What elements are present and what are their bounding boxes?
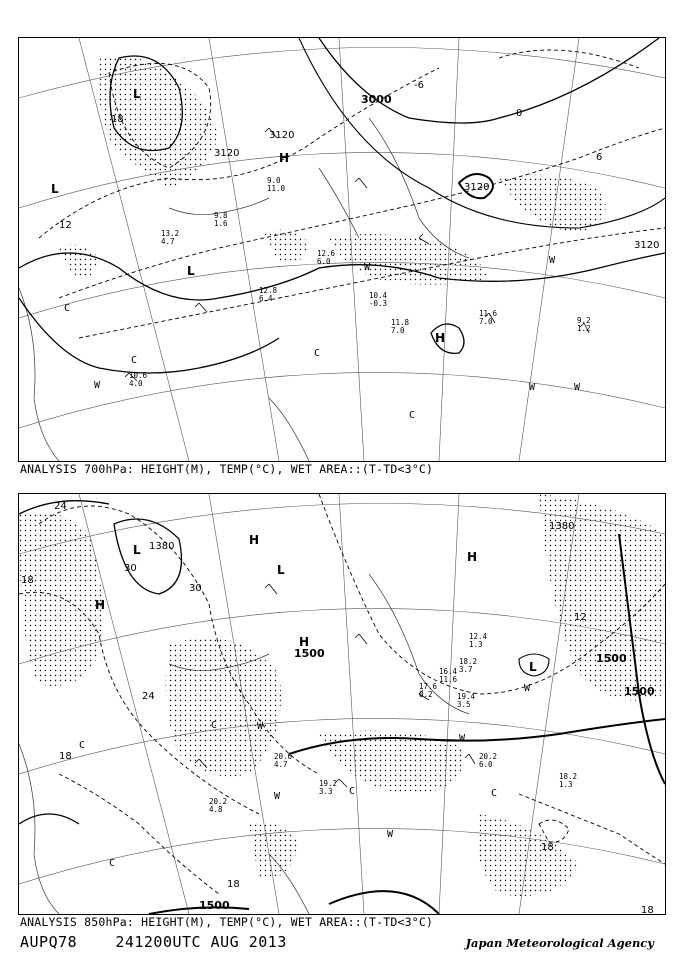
- map-panel-850hpa: [18, 493, 666, 915]
- svg-text:9.2: 9.2: [577, 316, 591, 325]
- low-pressure-center: L: [133, 543, 141, 557]
- height-label: 3000: [361, 93, 392, 106]
- isotherm-label: 18: [59, 751, 72, 762]
- cold-marker: C: [79, 740, 86, 751]
- isotherm-label: 18: [641, 905, 654, 914]
- station-plot: [469, 632, 488, 649]
- warm-marker: W: [574, 382, 581, 393]
- svg-text:11.0: 11.0: [267, 184, 286, 193]
- svg-text:20.2: 20.2: [209, 797, 228, 806]
- station-plot: [559, 772, 577, 789]
- svg-text:3.5: 3.5: [457, 700, 471, 709]
- svg-text:1.3: 1.3: [469, 640, 483, 649]
- caption-700hpa: ANALYSIS 700hPa: HEIGHT(M), TEMP(°C), WET AREA::(T-TD<3°C): [20, 462, 434, 476]
- station-plot: [209, 797, 227, 814]
- station-plot: [274, 752, 293, 769]
- station-plot: [267, 176, 286, 193]
- warm-marker: W: [364, 262, 371, 273]
- height-label: 1380: [549, 521, 575, 532]
- station-plot: [161, 229, 179, 246]
- svg-text:11.6: 11.6: [439, 675, 458, 684]
- svg-text:20.2: 20.2: [479, 752, 498, 761]
- high-pressure-center: H: [435, 331, 446, 345]
- station-plot: [577, 316, 591, 333]
- low-pressure-center: L: [187, 264, 195, 278]
- station-plots-700: [129, 176, 591, 388]
- height-label: 3120: [214, 148, 240, 159]
- issue-time: 241200UTC AUG 2013: [115, 933, 287, 951]
- svg-text:1.2: 1.2: [577, 324, 591, 333]
- svg-text:4.0: 4.0: [129, 379, 143, 388]
- station-plot: [457, 692, 476, 709]
- station-plot: [129, 371, 148, 388]
- cold-marker: C: [349, 786, 356, 797]
- high-pressure-center: H: [95, 598, 106, 612]
- map-700hpa-canvas: [19, 38, 665, 461]
- cold-marker: C: [491, 788, 498, 799]
- svg-text:18.2: 18.2: [559, 772, 578, 781]
- svg-text:0.2: 0.2: [419, 690, 433, 699]
- svg-text:6.0: 6.0: [317, 257, 331, 266]
- station-plot: [479, 309, 498, 326]
- low-pressure-center: L: [529, 660, 537, 674]
- station-plot: [369, 291, 388, 308]
- low-pressure-center: L: [277, 563, 285, 577]
- svg-text:3.3: 3.3: [319, 787, 333, 796]
- svg-text:4.8: 4.8: [209, 805, 223, 814]
- svg-text:18.2: 18.2: [459, 657, 478, 666]
- warm-marker: W: [274, 791, 281, 802]
- height-label: 3120: [464, 182, 490, 193]
- svg-text:9.0: 9.0: [267, 176, 281, 185]
- warm-marker: W: [387, 829, 394, 840]
- warm-marker: W: [529, 382, 536, 393]
- station-plot: [479, 752, 497, 769]
- high-pressure-center: H: [299, 635, 310, 649]
- cold-marker: C: [409, 410, 416, 421]
- svg-text:9.8: 9.8: [214, 211, 228, 220]
- isotherm-label: 30: [124, 563, 137, 574]
- cold-marker: C: [314, 348, 321, 359]
- svg-text:10.4: 10.4: [369, 291, 388, 300]
- station-plot: [319, 779, 337, 796]
- height-label: 1500: [199, 899, 230, 912]
- svg-text:11.6: 11.6: [479, 309, 498, 318]
- svg-text:6.4: 6.4: [259, 294, 273, 303]
- svg-text:13.2: 13.2: [161, 229, 180, 238]
- station-plot: [259, 286, 278, 303]
- isotherm-label: 24: [54, 501, 67, 512]
- svg-text:12.4: 12.4: [469, 632, 488, 641]
- station-plot: [459, 657, 477, 674]
- svg-text:6.0: 6.0: [479, 760, 493, 769]
- high-pressure-center: H: [249, 533, 260, 547]
- svg-text:7.0: 7.0: [479, 317, 493, 326]
- agency-credit: Japan Meteorological Agency: [465, 936, 654, 950]
- isotherm-label: 18: [541, 842, 554, 853]
- caption-850hpa: ANALYSIS 850hPa: HEIGHT(M), TEMP(°C), WET AREA::(T-TD<3°C): [20, 915, 434, 929]
- svg-text:1.6: 1.6: [214, 219, 228, 228]
- wet-area-850: [19, 494, 665, 896]
- svg-text:19.2: 19.2: [319, 779, 338, 788]
- isotherm-label: -6: [414, 80, 424, 91]
- height-label: 3120: [269, 130, 295, 141]
- height-label: 1500: [596, 652, 627, 665]
- warm-marker: W: [524, 683, 531, 694]
- svg-text:17.6: 17.6: [419, 682, 438, 691]
- map-panel-700hpa: [18, 37, 666, 462]
- isotherm-label: 18: [227, 879, 240, 890]
- map-850hpa-canvas: [19, 494, 665, 914]
- coastline-700: [19, 118, 469, 461]
- height-label: 1380: [149, 541, 175, 552]
- svg-text:4.7: 4.7: [161, 237, 175, 246]
- high-pressure-center: H: [279, 151, 290, 165]
- svg-text:12.6: 12.6: [317, 249, 336, 258]
- svg-text:19.4: 19.4: [457, 692, 476, 701]
- low-pressure-center: L: [51, 182, 59, 196]
- svg-text:-0.3: -0.3: [369, 299, 388, 308]
- high-pressure-center: H: [467, 550, 478, 564]
- svg-text:12.8: 12.8: [259, 286, 278, 295]
- station-plot: [391, 318, 410, 335]
- isotherm-label: 30: [189, 583, 202, 594]
- height-label: 1500: [624, 685, 655, 698]
- cold-marker: C: [211, 720, 218, 731]
- warm-marker: W: [459, 733, 466, 744]
- chart-id: AUPQ78: [20, 933, 78, 951]
- isotherm-label: 0: [516, 108, 523, 119]
- warm-marker: W: [549, 255, 556, 266]
- isotherm-label: 24: [142, 691, 155, 702]
- svg-text:1.3: 1.3: [559, 780, 573, 789]
- svg-text:11.8: 11.8: [391, 318, 410, 327]
- isotherm-label: 18: [111, 114, 124, 125]
- cold-marker: C: [109, 858, 116, 869]
- isotherm-label: 12: [574, 612, 587, 623]
- svg-text:7.0: 7.0: [391, 326, 405, 335]
- warm-marker: W: [257, 721, 264, 732]
- cold-marker: C: [131, 355, 138, 366]
- isotherm-label: 6: [596, 152, 603, 163]
- low-pressure-center: L: [133, 87, 141, 101]
- height-label: 3120: [634, 240, 660, 251]
- svg-text:10.6: 10.6: [129, 371, 148, 380]
- height-label: 1500: [294, 647, 325, 660]
- svg-text:16.4: 16.4: [439, 667, 458, 676]
- station-plot: [214, 211, 228, 228]
- cold-marker: C: [64, 303, 71, 314]
- isotherm-label: 12: [59, 220, 72, 231]
- svg-text:4.7: 4.7: [274, 760, 288, 769]
- chart-header: [20, 933, 287, 951]
- station-plot: [439, 667, 458, 684]
- warm-marker: W: [94, 380, 101, 391]
- svg-text:3.7: 3.7: [459, 665, 473, 674]
- svg-text:20.6: 20.6: [274, 752, 293, 761]
- isotherm-label: 18: [21, 575, 34, 586]
- station-plot: [419, 682, 438, 699]
